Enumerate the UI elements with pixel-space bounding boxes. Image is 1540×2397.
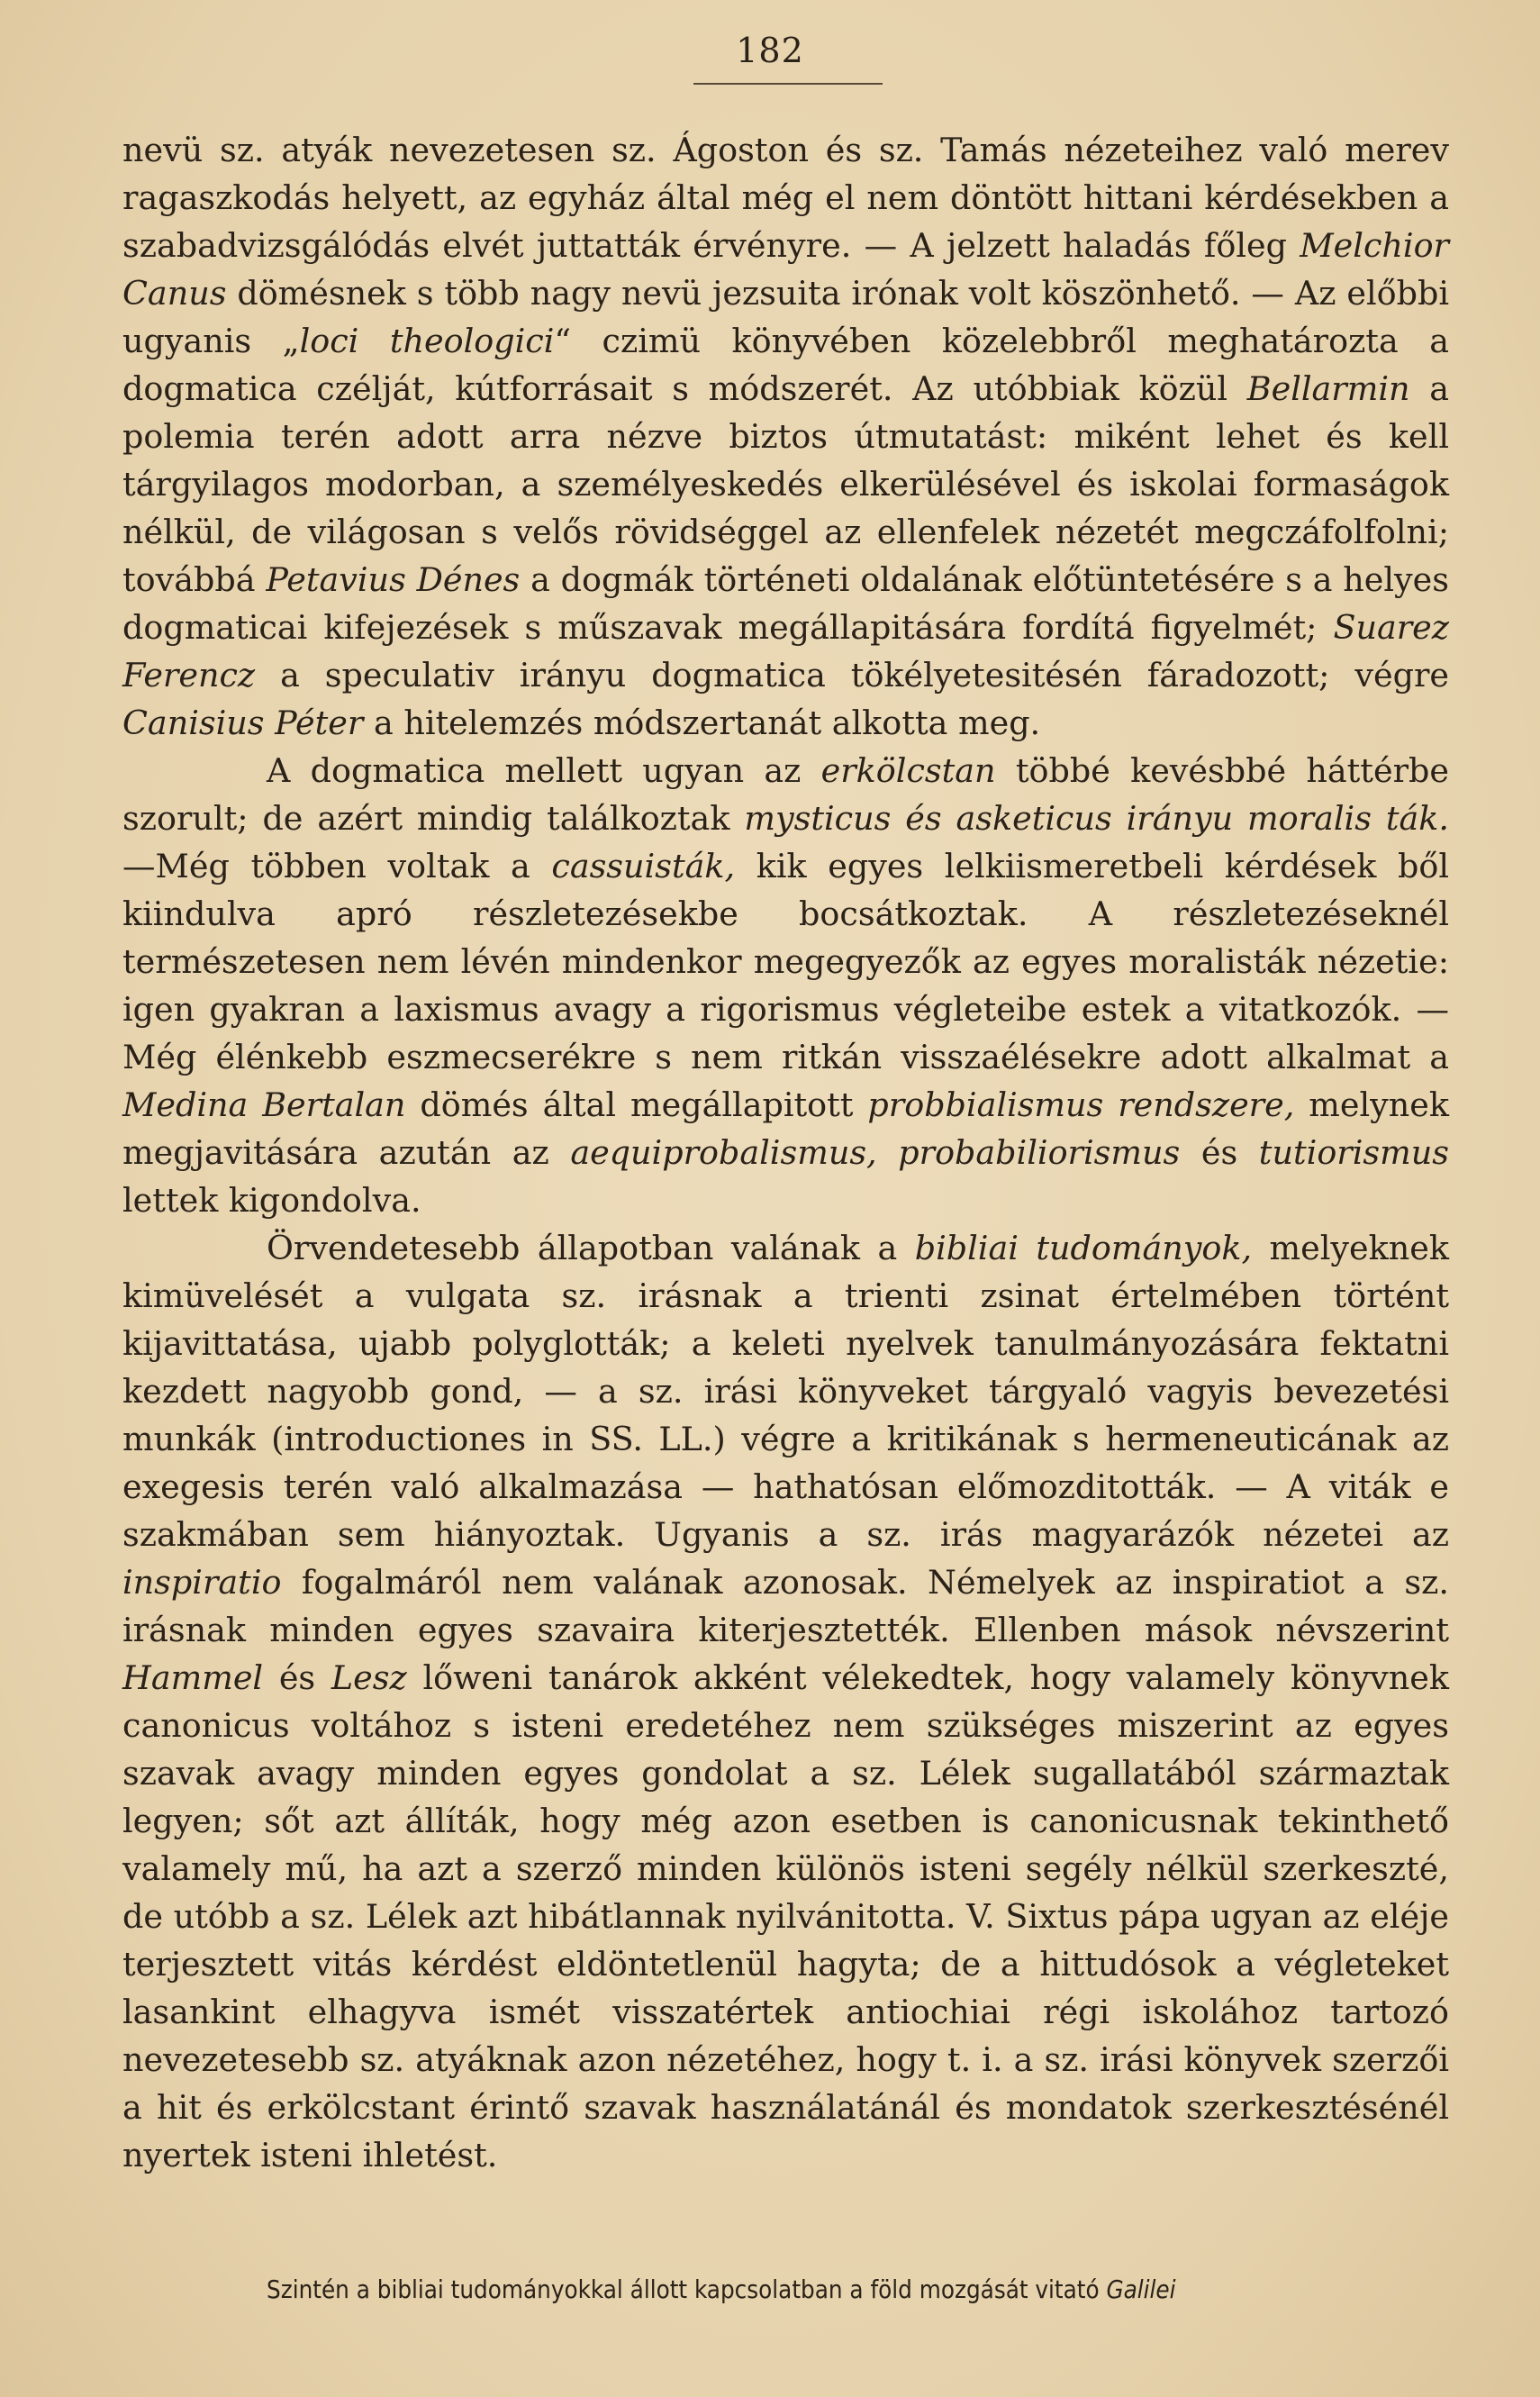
paragraph-1-run-11-italic: Canisius Péter — [122, 704, 364, 742]
paragraph-3-run-7-italic: Lesz — [331, 1658, 407, 1697]
paragraph-2-run-13-italic: tutiorismus — [1258, 1133, 1449, 1172]
paragraph-2-run-3-italic: mysticus és asketicus irányu moralis ták. — [744, 799, 1449, 838]
paragraph-3-run-5-italic: Hammel — [122, 1658, 264, 1697]
paragraph-1-run-7-italic: Petavius Dénes — [266, 560, 521, 599]
paragraph-2 — [122, 747, 1449, 1224]
paragraph-1-run-8: a dogmák történeti oldalának előtüntetésére s a helyes dogmaticai kifejezések s műszavak megállapitására fordítá figyelmét; — [122, 560, 1449, 647]
paragraph-2-run-11-italic: aequiprobalismus, probabiliorismus — [570, 1133, 1181, 1172]
paragraph-3 — [122, 1224, 1449, 2179]
paragraph-1-run-6: a polemia terén adott arra nézve biztos útmutatást: miként lehet és kell tárgyilagos modorban, a személyeskedés elkerülésével és iskolai formaságok nélkül, de világosan s velős rövidséggel az ellenfelek nézetét megczáfolfolni; továbbá — [122, 369, 1449, 599]
footnote-run-0: Szintén a bibliai tudományokkal állott kapcsolatban a föld mozgását vitató — [267, 2275, 1107, 2304]
footnote-run-1-italic: Galilei — [1106, 2275, 1176, 2304]
paragraph-1-run-1-italic: Melchior Canus — [122, 226, 1449, 313]
header-rule — [693, 83, 883, 85]
paragraph-2-run-0: A dogmatica mellett ugyan az — [267, 751, 821, 790]
paragraph-2-run-7-italic: Medina Bertalan — [122, 1085, 406, 1124]
paragraph-2-run-1-italic: erkölcstan — [820, 751, 996, 790]
footnote-line — [122, 2272, 1449, 2308]
paragraph-2-run-5-italic: cassuisták, — [551, 847, 736, 885]
paragraph-3-run-6: és — [263, 1658, 331, 1697]
paragraph-1-run-3-italic: loci theologici — [299, 322, 555, 360]
paragraph-3-run-4: fogalmáról nem valának azonosak. Némelyek az inspiratiot a sz. irásnak minden egyes szavaira kiterjesztették. Ellenben mások névszerint — [122, 1563, 1449, 1649]
paragraph-2-run-2: többé kevésbbé háttérbe szorult; de azért mindig találkoztak — [122, 751, 1449, 838]
paragraph-3-run-8: lőweni tanárok akként vélekedtek, hogy valamely könyvnek canonicus voltához s isteni eredetéhez nem szükséges miszerint az egyes szavak avagy minden egyes gondolat a sz. Lélek sugallatából származtak legyen; sőt azt állíták, hogy még azon esetben is canonicusnak tekinthető valamely mű, ha azt a szerző minden különös isteni segély nélkül szerkeszté, de utóbb a sz. Lélek azt hibátlannak nyilvánitotta. V. Sixtus pápa ugyan az eléje terjesztett vitás kérdést eldöntetlenül hagyta; de a hittudósok a végleteket lasankint elhagyva ismét visszatértek antiochiai régi iskolához tartozó nevezetesebb sz. atyáknak azon nézetéhez, hogy t. i. a sz. irási könyvek szerzői a hit és erkölcstant érintő szavak használatánál és mondatok szerkesztésénél nyertek isteni ihletést. — [122, 1658, 1449, 2175]
paragraph-1-run-9-italic: Suarez Ferencz — [122, 608, 1449, 695]
paragraph-3-run-0: Örvendetesebb állapotban valának a — [267, 1229, 915, 1267]
paragraph-2-run-8: dömés által megállapitott — [405, 1085, 868, 1124]
paragraph-3-run-2: melyeknek kimüvelését a vulgata sz. irásnak a trienti zsinat értelmében történt kijavittatása, ujabb polyglották; a keleti nyelvek tanulmányozására fektatni kezdett nagyobb gond, — a sz. irási könyveket tárgyaló vagyis bevezetési munkák (introductiones in SS. LL.) végre a kritikának s hermeneuticának az exegesis terén való alkalmazása — hathatósan előmozditották. — A viták e szakmában sem hiányoztak. Ugyanis a sz. irás magyarázók nézetei az — [122, 1229, 1449, 1554]
paragraph-3-run-1-italic: bibliai tudományok, — [914, 1229, 1253, 1267]
paragraph-1 — [122, 126, 1449, 747]
paragraph-2-run-4: —Még többen voltak a — [122, 847, 552, 885]
page-number: 182 — [736, 31, 804, 70]
paragraph-1-run-2: dömésnek s több nagy nevü jezsuita irónak volt köszönhető. — Az előbbi ugyanis „ — [122, 274, 1449, 360]
paragraph-1-run-10: a speculativ irányu dogmatica tökélyetesitésén fáradozott; végre — [255, 656, 1449, 695]
paragraph-1-run-5-italic: Bellarmin — [1246, 369, 1410, 408]
paragraph-2-run-14: lettek kigondolva. — [122, 1181, 421, 1220]
paragraph-2-run-6: kik egyes lelkiismeretbeli kérdések ből kiindulva apró részletezésekbe bocsátkoztak. A részletezéseknél természetesen nem lévén mindenkor megegyezők az egyes moralisták nézetie: igen gyakran a laxismus avagy a rigorismus végleteibe estek a vitatkozók. — Még élénkebb eszmecserékre s nem ritkán visszaélésekre adott alkalmat a — [122, 847, 1449, 1076]
paragraph-3-run-3-italic: inspiratio — [122, 1563, 282, 1602]
paragraph-2-run-9-italic: probbialismus rendszere, — [867, 1085, 1295, 1124]
paragraph-1-run-0: nevü sz. atyák nevezetesen sz. Ágoston és sz. Tamás nézeteihez való merev ragaszkodás helyett, az egyház által még el nem döntött hittani kérdésekben a szabadvizsgálódás elvét juttatták érvényre. — A jelzett haladás főleg — [122, 131, 1449, 265]
paragraph-1-run-4: “ czimü könyvében közelebbről meghatározta a dogmatica czélját, kútforrásait s módszerét. Az utóbbiak közül — [122, 322, 1449, 408]
paragraph-2-run-10: melynek megjavitására azután az — [122, 1085, 1449, 1172]
body-text — [122, 126, 1449, 2179]
paragraph-1-run-12: a hitelemzés módszertanát alkotta meg. — [363, 704, 1041, 742]
paragraph-2-run-12: és — [1180, 1133, 1259, 1172]
